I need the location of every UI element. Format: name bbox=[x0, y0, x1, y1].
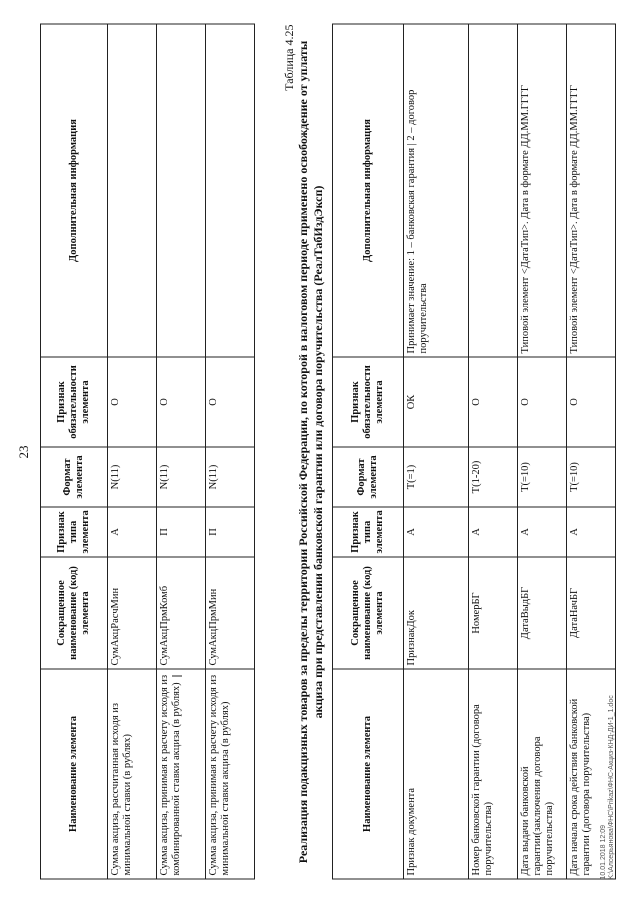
header-cell: Дополнительная информация bbox=[41, 24, 108, 357]
element-required-cell: О bbox=[206, 357, 255, 447]
header-cell: Признак обязательности элемента bbox=[41, 357, 108, 447]
element-type-cell: П bbox=[206, 507, 255, 557]
cursor-mark-icon bbox=[172, 675, 182, 676]
element-required-cell: О bbox=[108, 357, 157, 447]
element-name-cell: Сумма акциза, принимая к расчету исходя из минимальной ставки акциза (в рублях) bbox=[206, 669, 255, 879]
element-required-cell: О bbox=[157, 357, 206, 447]
header-cell: Дополнительная информация bbox=[333, 24, 404, 357]
element-type-cell: А bbox=[108, 507, 157, 557]
header-cell: Сокращенное наименование (код) элемента bbox=[41, 557, 108, 669]
table-title: Реализация подакцизных товаров за пределы территории Российской Федерации, по которой в налоговом периоде применено освобождение от уплаты акциза при представлении банковской гарантии или договора поручительства (РеалТабИздЭксп) bbox=[296, 40, 325, 864]
element-code-cell: НомерБГ bbox=[469, 557, 518, 669]
header-cell: Признак типа элемента bbox=[333, 507, 404, 557]
element-type-cell: А bbox=[404, 507, 469, 557]
element-required-cell: О bbox=[567, 357, 616, 447]
table-row bbox=[404, 24, 469, 879]
top-table bbox=[40, 24, 255, 880]
element-format-cell: T(1-20) bbox=[469, 447, 518, 507]
header-cell: Наименование элемента bbox=[333, 669, 404, 879]
footer-file-path: K:\Алсерьянова\ФНС\Prikaz\ФНС-Акциз-КНД-ДИ-1_1.doc bbox=[608, 695, 616, 880]
footer-timestamp: 10.01.2018 12:09 bbox=[600, 825, 607, 880]
element-code-cell: ПризнакДок bbox=[404, 557, 469, 669]
element-name-cell: Сумма акциза, рассчитанная исходя из минимальной ставки (в рублях) bbox=[108, 669, 157, 879]
element-name-cell: Дата начала срока действия банковской гарантии (договора поручительства) bbox=[567, 669, 616, 879]
element-format-cell: T(=10) bbox=[567, 447, 616, 507]
element-info-cell bbox=[157, 24, 206, 357]
element-format-cell: T(=10) bbox=[518, 447, 567, 507]
element-info-cell bbox=[469, 24, 518, 357]
element-format-cell: N(11) bbox=[108, 447, 157, 507]
element-name-text: Сумма акциза, принимая к расчету исходя из комбинированной ставки акциза (в рублях) bbox=[159, 674, 183, 876]
table-header-row bbox=[333, 24, 404, 879]
header-cell: Сокращенное наименование (код) элемента bbox=[333, 557, 404, 669]
element-code-cell: СумАкцРасчМин bbox=[108, 557, 157, 669]
element-code-cell: ДатаНачБГ bbox=[567, 557, 616, 669]
table-row bbox=[469, 24, 518, 879]
element-code-cell: СумАкцПрмМин bbox=[206, 557, 255, 669]
table-header-row bbox=[41, 24, 108, 879]
table-row bbox=[157, 24, 206, 879]
header-cell: Формат элемента bbox=[333, 447, 404, 507]
table-row bbox=[518, 24, 567, 879]
element-code-cell: ДатаВыдБГ bbox=[518, 557, 567, 669]
element-info-cell bbox=[206, 24, 255, 357]
element-name-cell: Номер банковской гарантии (договора поручительства) bbox=[469, 669, 518, 879]
element-code-cell: СумАкцПрмКомб bbox=[157, 557, 206, 669]
page-number: 23 bbox=[16, 445, 31, 459]
element-type-cell: А bbox=[518, 507, 567, 557]
element-info-cell bbox=[108, 24, 157, 357]
element-type-cell: А bbox=[567, 507, 616, 557]
header-cell: Признак обязательности элемента bbox=[333, 357, 404, 447]
element-name-cell: Дата выдачи банковской гарантии(заключения договора поручительства) bbox=[518, 669, 567, 879]
element-name-cell: Признак документа bbox=[404, 669, 469, 879]
document-footer bbox=[600, 695, 617, 879]
element-format-cell: N(11) bbox=[206, 447, 255, 507]
element-type-cell: П bbox=[157, 507, 206, 557]
element-format-cell: T(=1) bbox=[404, 447, 469, 507]
element-name-cell bbox=[157, 669, 206, 879]
header-cell: Наименование элемента bbox=[41, 669, 108, 879]
bottom-table bbox=[332, 24, 616, 880]
element-info-cell: Принимает значение: 1 – банковская гарантия | 2 – договор поручительства bbox=[404, 24, 469, 357]
element-type-cell: А bbox=[469, 507, 518, 557]
header-cell: Признак типа элемента bbox=[41, 507, 108, 557]
header-cell: Формат элемента bbox=[41, 447, 108, 507]
table-row bbox=[108, 24, 157, 879]
element-info-cell: Типовой элемент <ДатаТип>. Дата в формате ДД.ММ.ГГГГ bbox=[567, 24, 616, 357]
element-format-cell: N(11) bbox=[157, 447, 206, 507]
element-required-cell: ОК bbox=[404, 357, 469, 447]
table-caption: Таблица 4.25 bbox=[282, 24, 296, 91]
element-required-cell: О bbox=[518, 357, 567, 447]
element-info-cell: Типовой элемент <ДатаТип>. Дата в формате ДД.ММ.ГГГГ bbox=[518, 24, 567, 357]
table-row bbox=[206, 24, 255, 879]
element-required-cell: О bbox=[469, 357, 518, 447]
